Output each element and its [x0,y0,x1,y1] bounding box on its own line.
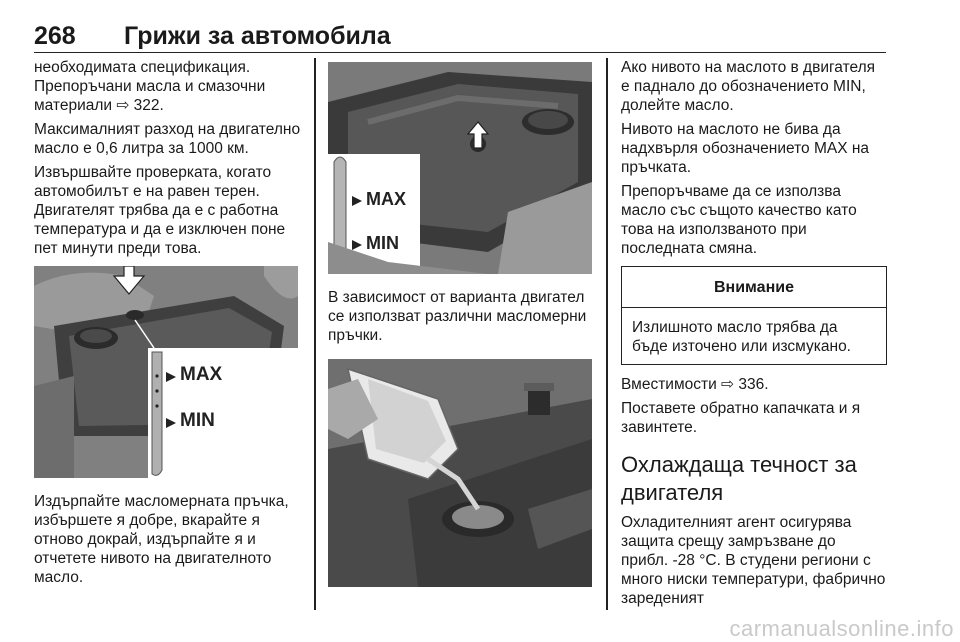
paragraph-min-level: Ако нивото на маслото в двигателя е паднало до обозначението MIN, долейте масло. [621,59,876,114]
column-2 [328,58,594,587]
engine-dipstick-illustration [34,266,298,478]
paragraph-dipstick-procedure: Издърпайте масломерната пръчка, избършете я добре, вкарайте я отново докрай, издърпайте я и отчетете нивото на двигателното масло. [34,493,289,586]
column-3 [621,58,887,613]
column-divider-1 [314,58,316,610]
warning-box [621,266,887,365]
paragraph-max-level: Нивото на маслото не бива да надхвърля обозначението MAX на пръчката. [621,121,870,176]
paragraph-replace-cap: Поставете обратно капачката и я завинтете. [621,400,861,436]
page-header [34,20,886,53]
section-title-coolant: Охлаждаща течност за двигателя [621,452,857,505]
paragraph-check-conditions: Извършвайте проверката, когато автомобилът е на равен терен. Двигателят трябва да е с работна температура и да е изключен поне пет минути преди това. [34,164,286,257]
oil-filling-illustration [328,359,592,587]
page-number: 268 [34,22,76,50]
dipstick-min-label: MIN [180,410,215,431]
paragraph-oil-quality: Препоръчваме да се използва масло със същото качество като това на използваното при последната смяна. [621,183,857,257]
watermark: carmanualsonline.info [729,616,954,641]
caption-dipstick-variants: В зависимост от варианта двигател се използват различни масломерни пръчки. [328,289,587,344]
warning-title: Внимание [622,267,886,308]
dipstick-max-label-alt: MAX [366,189,406,209]
warning-body: Излишното масло трябва да бъде източено или изсмукано. [632,319,851,355]
dipstick-min-label-alt: MIN [366,233,399,253]
paragraph-coolant: Охладителният агент осигурява защита срещу замръзване до прибл. -28 °C. В студени региони с много ниски температури, фабрично зареденият [621,514,886,607]
chapter-title: Грижи за автомобила [124,22,391,50]
paragraph-spec: необходимата спецификация. Препоръчани масла и смазочни материали ⇨ 322. [34,59,266,114]
paragraph-consumption: Максималният разход на двигателно масло е 0,6 литра за 1000 км. [34,121,301,157]
column-divider-2 [606,58,608,610]
column-1 [34,58,302,592]
engine-cover-illustration [328,62,592,274]
paragraph-capacities: Вместимости ⇨ 336. [621,376,769,393]
engine-illustration-svg [34,266,298,478]
dipstick-max-label: MAX [180,364,223,385]
oil-filling-svg [328,359,592,587]
